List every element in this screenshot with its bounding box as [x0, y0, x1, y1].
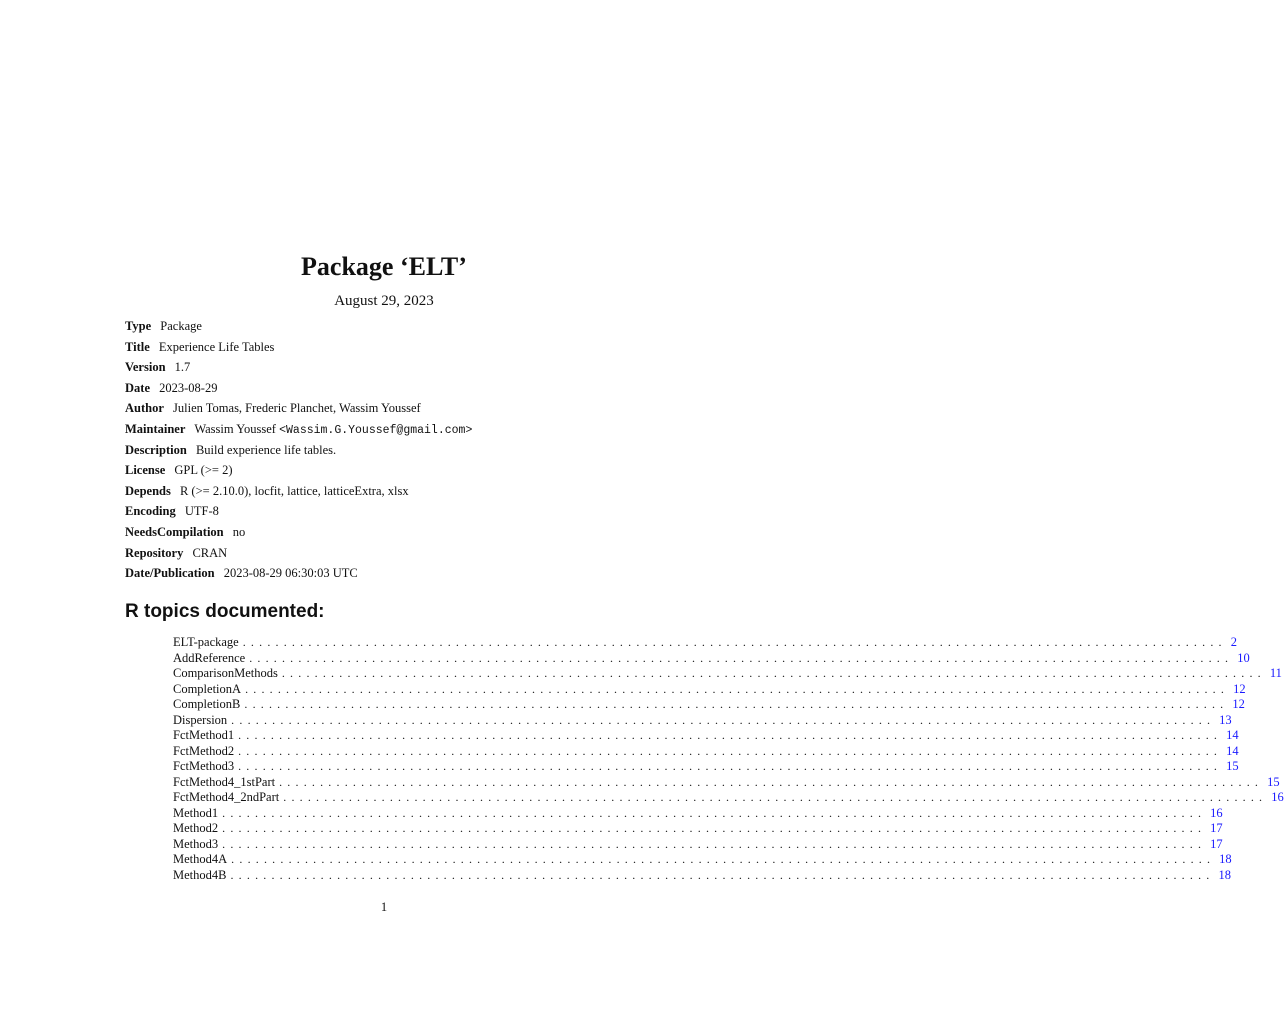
- toc-entry-name[interactable]: CompletionB: [173, 697, 241, 711]
- toc-dot-leader: ........................................................................................................................: [230, 867, 1215, 882]
- field-date-publication: [125, 563, 645, 584]
- field-value: Julien Tomas, Frederic Planchet, Wassim Youssef: [173, 401, 421, 416]
- toc-entry[interactable]: [173, 697, 1245, 713]
- toc-entry-name[interactable]: Method4A: [173, 852, 228, 866]
- toc-dot-leader: ........................................................................................................................: [222, 805, 1207, 820]
- toc-entry[interactable]: [173, 836, 1223, 853]
- toc-entry-name[interactable]: FctMethod1: [173, 728, 235, 742]
- toc-entry-name[interactable]: Method4B: [173, 867, 227, 882]
- toc-page-link[interactable]: 11: [1269, 666, 1282, 680]
- field-value: Experience Life Tables: [158, 339, 275, 354]
- package-metadata: [125, 316, 645, 584]
- toc-page-link[interactable]: 18: [1219, 852, 1232, 866]
- field-version: [125, 357, 645, 378]
- toc-dot-leader: ........................................................................................................................: [231, 712, 1216, 727]
- toc-dot-leader: ........................................................................................................................: [238, 728, 1223, 742]
- field-description: [125, 440, 645, 461]
- field-value: GPL (>= 2): [174, 463, 233, 478]
- toc-page-link[interactable]: 17: [1210, 821, 1223, 835]
- toc-entry-name[interactable]: Method2: [173, 821, 219, 835]
- toc-entry[interactable]: [173, 743, 1239, 760]
- package-title: Package ‘ELT’: [301, 252, 467, 281]
- toc-entry[interactable]: [173, 867, 1231, 884]
- toc-page-link[interactable]: 12: [1233, 681, 1246, 696]
- toc-entry[interactable]: [173, 790, 1284, 806]
- field-key: Author: [125, 401, 164, 416]
- table-of-contents: [173, 635, 1284, 883]
- toc-entry-name[interactable]: FctMethod2: [173, 743, 235, 758]
- toc-page-link[interactable]: 16: [1271, 790, 1284, 804]
- toc-page-link[interactable]: 10: [1237, 650, 1250, 665]
- toc-entry-name[interactable]: FctMethod4_2ndPart: [173, 790, 280, 804]
- toc-entry-name[interactable]: Method1: [173, 805, 219, 820]
- field-key: Repository: [125, 545, 184, 560]
- toc-entry[interactable]: [173, 712, 1232, 729]
- page-number: 1: [380, 900, 388, 914]
- toc-page-link[interactable]: 16: [1210, 805, 1223, 820]
- toc-entry-name[interactable]: FctMethod3: [173, 759, 235, 773]
- field-depends: [125, 481, 645, 502]
- toc-dot-leader: ........................................................................................................................: [245, 681, 1230, 696]
- toc-dot-leader: ........................................................................................................................: [244, 697, 1229, 711]
- field-value: Wassim Youssef: [194, 421, 276, 436]
- field-key: Maintainer: [125, 421, 186, 436]
- field-key: Date: [125, 380, 150, 395]
- toc-dot-leader: ........................................................................................................................: [222, 821, 1207, 835]
- toc-dot-leader: ........................................................................................................................: [231, 852, 1216, 866]
- toc-entry-name[interactable]: ComparisonMethods: [173, 666, 278, 680]
- toc-entry[interactable]: [173, 666, 1282, 682]
- toc-dot-leader: ........................................................................................................................: [238, 759, 1223, 773]
- field-value: Build experience life tables.: [195, 442, 337, 457]
- field-key: Title: [125, 339, 150, 354]
- toc-page-link[interactable]: 15: [1267, 774, 1280, 789]
- toc-page-link[interactable]: 2: [1230, 635, 1237, 649]
- toc-page-link[interactable]: 18: [1218, 867, 1231, 882]
- field-key: Depends: [125, 483, 171, 498]
- field-encoding: [125, 501, 645, 522]
- toc-page-link[interactable]: 13: [1219, 712, 1232, 727]
- field-license: [125, 460, 645, 481]
- field-value: R (>= 2.10.0), locfit, lattice, latticeExtra, xlsx: [179, 483, 409, 498]
- toc-dot-leader: ........................................................................................................................: [279, 774, 1264, 789]
- field-key: Date/Publication: [125, 566, 215, 581]
- field-value: 1.7: [174, 360, 191, 375]
- field-value: UTF-8: [184, 504, 219, 519]
- toc-entry-name[interactable]: FctMethod4_1stPart: [173, 774, 276, 789]
- field-value: 2023-08-29 06:30:03 UTC: [223, 566, 358, 581]
- field-value: 2023-08-29: [159, 380, 218, 395]
- field-value: Package: [160, 319, 202, 333]
- toc-dot-leader: ........................................................................................................................: [238, 743, 1223, 758]
- field-value: CRAN: [192, 545, 228, 560]
- field-author: [125, 398, 645, 419]
- toc-entry[interactable]: [173, 635, 1237, 651]
- toc-page-link[interactable]: 12: [1232, 697, 1245, 711]
- toc-entry[interactable]: [173, 852, 1232, 868]
- toc-dot-leader: ........................................................................................................................: [283, 790, 1268, 804]
- toc-entry[interactable]: [173, 728, 1239, 744]
- field-type: [125, 316, 645, 337]
- toc-page-link[interactable]: 14: [1226, 728, 1239, 742]
- toc-entry[interactable]: [173, 650, 1250, 667]
- field-key: Description: [125, 442, 187, 457]
- toc-page-link[interactable]: 14: [1226, 743, 1239, 758]
- toc-entry[interactable]: [173, 774, 1280, 791]
- toc-dot-leader: ........................................................................................................................: [222, 836, 1207, 851]
- field-key: Encoding: [125, 504, 176, 519]
- field-key: Version: [125, 360, 166, 375]
- toc-entry[interactable]: [173, 681, 1246, 698]
- toc-heading: R topics documented:: [125, 601, 325, 622]
- toc-entry[interactable]: [173, 821, 1223, 837]
- toc-dot-leader: ........................................................................................................................: [281, 666, 1266, 680]
- field-key: Type: [125, 319, 152, 333]
- toc-entry-name[interactable]: Method3: [173, 836, 219, 851]
- field-title: [125, 337, 645, 358]
- field-key: License: [125, 463, 166, 478]
- package-date: August 29, 2023: [334, 293, 434, 309]
- toc-dot-leader: ........................................................................................................................: [242, 635, 1227, 649]
- field-maintainer: [125, 419, 645, 440]
- toc-entry[interactable]: [173, 805, 1223, 822]
- field-needscompilation: [125, 522, 645, 543]
- field-value: no: [232, 524, 246, 539]
- toc-entry-name[interactable]: AddReference: [173, 650, 246, 665]
- field-key: NeedsCompilation: [125, 524, 224, 539]
- field-date: [125, 378, 645, 399]
- field-repository: [125, 543, 645, 564]
- toc-entry-name[interactable]: CompletionA: [173, 681, 242, 696]
- toc-entry[interactable]: [173, 759, 1239, 775]
- toc-page-link[interactable]: 15: [1226, 759, 1239, 773]
- toc-dot-leader: ........................................................................................................................: [249, 650, 1234, 665]
- maintainer-email: <Wassim.G.Youssef@gmail.com>: [279, 423, 473, 437]
- toc-page-link[interactable]: 17: [1210, 836, 1223, 851]
- toc-entry-name[interactable]: Dispersion: [173, 712, 228, 727]
- toc-entry-name[interactable]: ELT-package: [173, 635, 239, 649]
